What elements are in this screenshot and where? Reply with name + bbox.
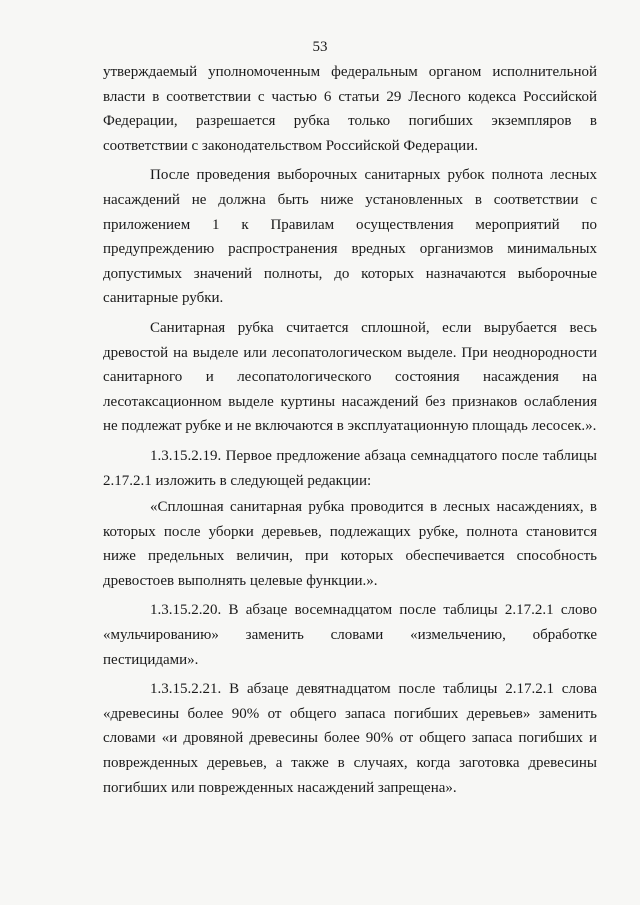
paragraph-4: 1.3.15.2.19. Первое предложение абзаца семнадцатого после таблицы 2.17.2.1 изложить в следующей редакции: [103, 447, 597, 489]
paragraph-2: После проведения выборочных санитарных рубок полнота лесных насаждений не должна быть ниже установленных в соответствии с приложением 1 к Правилам осуществления мероприятий по предупреждению распространения вредных организмов минимальных допустимых значений полноты, до которых назначаются выборочные санитарные рубки. [103, 167, 597, 307]
paragraph-5: «Сплошная санитарная рубка проводится в лесных насаждениях, в которых после уборки деревьев, подлежащих рубке, полнота становится ниже предельных величин, при которых обеспечивается способность древостоев выполнять целевые функции.». [103, 499, 597, 589]
paragraph-7: 1.3.15.2.21. В абзаце девятнадцатом после таблицы 2.17.2.1 слова «древесины более 90% от общего запаса погибших деревьев» заменить словами «и дровяной древесины более 90% от общего запаса погибших и поврежденных деревьев, а также в случаях, когда заготовка древесины погибших или поврежденных насаждений запрещена». [103, 681, 597, 796]
paragraph-3: Санитарная рубка считается сплошной, если вырубается весь древостой на выделе или лесопатологическом выделе. При неоднородности санитарного и лесопатологического состояния насаждения на лесотаксационном выделе куртины насаждений без признаков ослабления не подлежат рубке и не включаются в эксплуатационную площадь лесосек.». [103, 319, 597, 435]
paragraph-1: утверждаемый уполномоченным федеральным органом исполнительной власти в соответствии с частью 6 статьи 29 Лесного кодекса Российской Федерации, разрешается рубка только погибших экземпляров в соответствии с законодательством Российской Федерации. [103, 64, 597, 154]
paragraph-6: 1.3.15.2.20. В абзаце восемнадцатом после таблицы 2.17.2.1 слово «мульчированию» заменить словами «измельчению, обработке пестицидами». [103, 602, 597, 668]
page-number: 53 [312, 39, 328, 55]
document-body [103, 60, 597, 800]
